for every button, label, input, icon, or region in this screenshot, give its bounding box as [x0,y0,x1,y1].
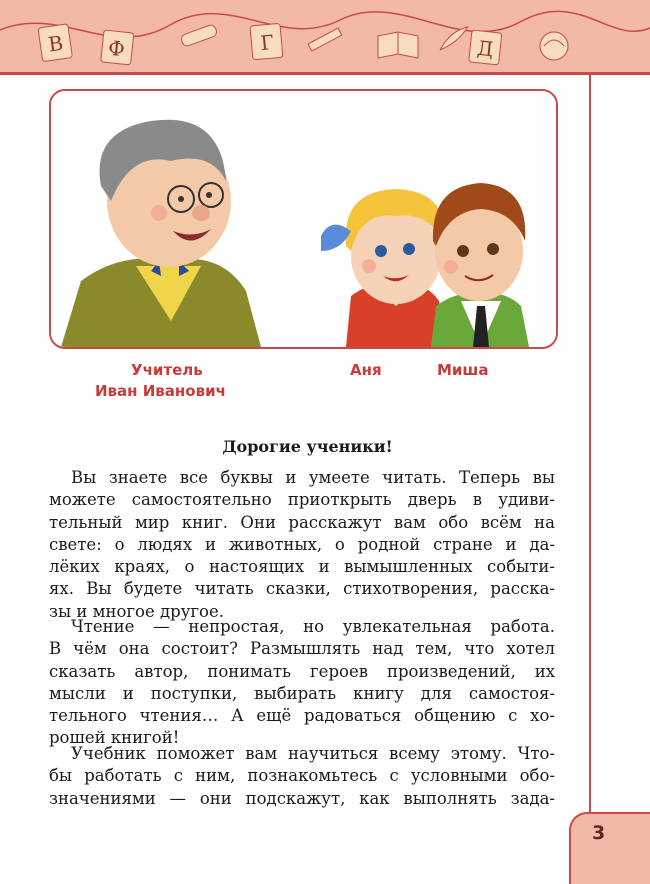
text-line: свете: о людях и животных, о родной стране и да- [49,534,555,554]
header-decoration-band [0,0,650,75]
text-line: В чём она состоит? Размышлять над тем, что хотел [49,639,555,659]
caption-teacher-name: Иван Иванович [95,382,226,400]
text-line: тельного чтения… А ещё радоваться общению с хо- [49,706,555,726]
letter-heading: Дорогие ученики! [222,437,393,456]
svg-text:Г: Г [259,30,275,56]
text-line: мысли и поступки, выбирать книгу для самостоя- [49,683,555,703]
text-line: Учебник поможет вам научиться всему этому. Что- [71,744,555,763]
text-line: можете самостоятельно приоткрыть дверь в удиви- [49,490,555,510]
letter-b-card-icon [38,24,72,62]
text-line: зы и многое другое. [49,601,224,621]
letter-d-card-icon [469,30,502,65]
text-line: сказать автор, понимать героев произведений, их [49,661,555,681]
paragraph-2 [49,616,555,750]
svg-text:В: В [46,30,65,57]
text-line: значениями — они подскажут, как выполнять зада- [49,788,555,808]
page-number: 3 [592,822,606,844]
scroll-icon [180,24,218,48]
letter-f-card-icon [101,30,134,65]
pencil-icon [308,28,342,51]
text-line: лёких краях, о настоящих и вымышленных событи- [49,557,555,577]
caption-teacher-title: Учитель [131,361,203,379]
caption-anya: Аня [350,361,382,379]
paragraph-1 [49,467,555,623]
caption-misha: Миша [437,361,489,379]
text-line: тельный мир книг. Они расскажут вам обо всём на [49,512,555,532]
text-line: бы работать с ним, познакомьтесь с условными обо- [49,766,555,786]
text-line: рошей книгой! [49,728,180,748]
paragraph-3 [49,743,555,810]
open-book-icon [378,32,418,58]
text-line: ях. Вы будете читать сказки, стихотворения, расска- [49,579,555,599]
letter-g-card-icon [250,23,283,59]
illustration-frame [49,89,558,349]
text-line: Чтение — непростая, но увлекательная работа. [71,617,555,636]
svg-text:Ф: Ф [106,35,126,62]
misha-figure [431,183,529,347]
shell-icon [540,32,568,60]
text-line: Вы знаете все буквы и умеете читать. Теперь вы [71,468,555,487]
svg-text:Д: Д [475,35,495,62]
margin-rule [589,72,591,877]
